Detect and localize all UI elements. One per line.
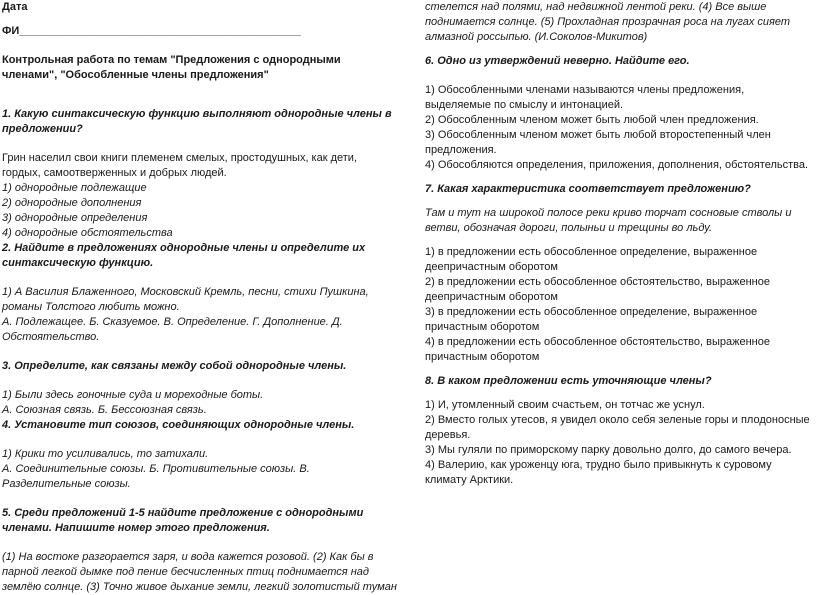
question-6-option: 1) Обособленными членами называются члены предложения, выделяемые по смыслу и интонацией.: [425, 84, 745, 111]
question-5: 5. Среди предложений 1-5 найдите предложение с однородными членами. Напишите номер этого предложения.: [2, 507, 364, 534]
question-8: 8. В каком предложении есть уточняющие члены?: [425, 375, 712, 387]
document-title: Контрольная работа по темам "Предложения с однородными членами", "Обособленные члены предложения": [2, 54, 341, 81]
question-6: 6. Одно из утверждений неверно. Найдите его.: [425, 55, 690, 67]
question-1-option: 2) однородные дополнения: [2, 197, 142, 209]
right-column: [425, 0, 813, 488]
question-2-answers: А. Подлежащее. Б. Сказуемое. В. Определение. Г. Дополнение. Д. Обстоятельство.: [2, 316, 343, 343]
question-8-option: 1) И, утомленный своим счастьем, он тотчас же уснул.: [425, 399, 705, 411]
question-1-option: 1) однородные подлежащие: [2, 182, 147, 194]
question-3: 3. Определите, как связаны между собой однородные члены.: [2, 360, 347, 372]
question-1-option: 3) однородные определения: [2, 212, 148, 224]
question-3-text: 1) Были здесь гоночные суда и мореходные боты.: [2, 389, 264, 401]
question-8-option: 4) Валерию, как уроженцу юга, трудно было привыкнуть к суровому климату Арктики.: [425, 459, 772, 486]
question-2-text: 1) А Василия Блаженного, Московский Кремль, песни, стихи Пушкина, романы Толстого любить можно.: [2, 286, 369, 313]
question-7-option: 1) в предложении есть обособленное определение, выраженное деепричастным оборотом: [425, 246, 758, 273]
question-8-option: 3) Мы гуляли по приморскому парку довольно долго, до самого вечера.: [425, 444, 792, 456]
question-5-text: (1) На востоке разгорается заря, и вода кажется розовой. (2) Как бы в парной легкой дымке под пение бесчисленных птиц поднимается над землёю солнце. (3) Точно живое дыхание земли, легкий золотистый туман: [2, 551, 397, 593]
question-7-text: Там и тут на широкой полосе реки криво торчат сосновые стволы и ветви, обозначая дороги, полыньи и трещины во льду.: [425, 207, 792, 234]
question-6-option: 2) Обособленным членом может быть любой член предложения.: [425, 114, 759, 126]
question-6-option: 4) Обособляются определения, приложения, дополнения, обстоятельства.: [425, 159, 809, 171]
question-7-option: 3) в предложении есть обособленное определение, выраженное причастным оборотом: [425, 306, 758, 333]
question-7-option: 4) в предложении есть обособленное обстоятельство, выраженное причастным оборотом: [425, 336, 770, 363]
date-label: Дата: [2, 1, 28, 13]
question-2: 2. Найдите в предложениях однородные члены и определите их синтаксическую функцию.: [2, 242, 366, 269]
question-4-answers: А. Соединительные союзы. Б. Противительные союзы. В. Разделительные союзы.: [2, 463, 310, 490]
question-8-option: 2) Вместо голых утесов, я увидел около себя зеленые горы и плодоносные деревья.: [425, 414, 810, 441]
question-1-option: 4) однородные обстоятельства: [2, 227, 173, 239]
question-3-answers: А. Союзная связь. Б. Бессоюзная связь.: [2, 404, 207, 416]
question-5-text-continued: стелется над полями, над недвижной лентой реки. (4) Все выше поднимается солнце. (5) Прохладная прозрачная роса на лугах сияет алмазной россыпью. (И.Соколов-Микитов): [425, 1, 791, 43]
question-7: 7. Какая характеристика соответствует предложению?: [425, 183, 751, 195]
question-4-text: 1) Крики то усиливались, то затихали.: [2, 448, 209, 460]
question-4: 4. Установите тип союзов, соединяющих однородные члены.: [2, 419, 355, 431]
left-column: [2, 0, 398, 595]
question-7-option: 2) в предложении есть обособленное обстоятельство, выраженное деепричастным оборотом: [425, 276, 770, 303]
question-1: 1. Какую синтаксическую функцию выполняют однородные члены в предложении?: [2, 108, 392, 135]
question-1-text: Грин населил свои книги племенем смелых, простодушных, как дети, гордых, самоотверженных и добрых людей.: [2, 152, 358, 179]
question-6-option: 3) Обособленным членом может быть любой второстепенный член предложения.: [425, 129, 771, 156]
student-name-line: ФИ______________________________________________: [2, 25, 301, 37]
